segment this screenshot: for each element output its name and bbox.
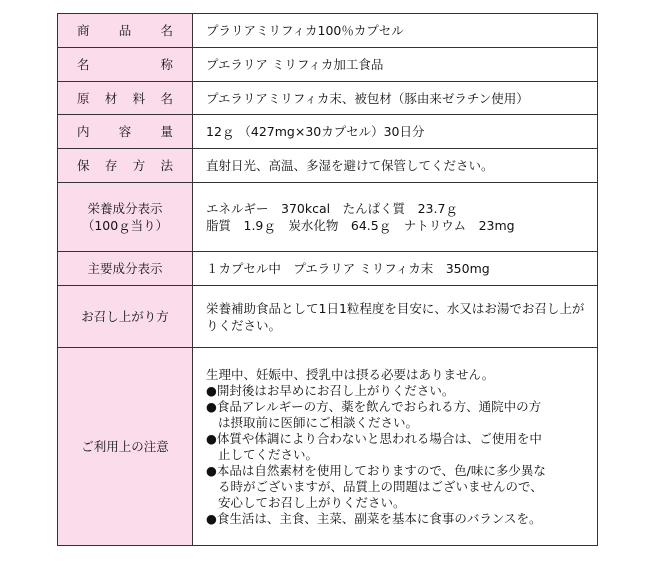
label-cell: [58, 252, 193, 286]
value-cell: [193, 48, 598, 82]
table-row-cautions: [58, 348, 598, 546]
row-value: １カプセル中 プエラリア ミリフィカ末 350mg: [206, 261, 490, 276]
value-cell: [193, 149, 598, 183]
nutrition-line: エネルギー 370kcal たんぱく質 23.7ｇ: [206, 201, 458, 216]
caution-line: 生理中、妊娠中、授乳中は摂る必要はありません。: [206, 366, 495, 382]
row-value: 12ｇ （427mg×30カプセル）30日分: [206, 124, 425, 139]
caution-line: は摂取前に医師にご相談ください。: [218, 414, 419, 430]
table-row-ingredients: [58, 82, 598, 115]
value-cell: [193, 115, 598, 149]
row-label: 原材料名: [77, 90, 173, 106]
label-cell: [58, 48, 193, 82]
caution-line: ●食生活は、主食、主菜、副菜を基本に食事のバランスを。: [206, 510, 542, 526]
table-row-storage: [58, 149, 598, 183]
caution-line: る時がございますが、品質上の問題はございませんので、: [218, 478, 543, 494]
value-cell: [193, 252, 598, 286]
caution-line: 安心してお召し上がりください。: [218, 494, 406, 510]
table-row-product-name: [58, 14, 598, 48]
label-cell: [58, 348, 193, 546]
value-cell: [193, 82, 598, 115]
label-cell: [58, 149, 193, 183]
table-row-directions: [58, 286, 598, 348]
row-value: プエラリアミリフィカ末、被包材（豚由来ゼラチン使用）: [206, 90, 529, 106]
caution-line: ●開封後はお早めにお召し上がりください。: [206, 382, 455, 398]
row-label: 保存方法: [77, 158, 173, 173]
nutrition-line: 脂質 1.9ｇ 炭水化物 64.5ｇ ナトリウム 23mg: [206, 218, 515, 233]
table-row-main-ingredient: [58, 252, 598, 286]
nutrition-label: 栄養成分表示: [87, 201, 163, 216]
row-value: プエラリア ミリフィカ加工食品: [206, 57, 384, 72]
caution-line: ●体質や体調により合わないと思われる場合は、ご使用を中: [206, 430, 542, 446]
label-cell: [58, 14, 193, 48]
table-row-nutrition: [58, 183, 598, 252]
value-cell: [193, 183, 598, 252]
label-cell: [58, 115, 193, 149]
row-label: 内容量: [77, 124, 173, 139]
nutrition-label-unit: （100ｇ当り）: [81, 218, 169, 233]
row-label: 名称: [77, 57, 173, 72]
label-cell: [58, 82, 193, 115]
row-label: 商品名: [77, 23, 173, 38]
table-row-contents: [58, 115, 598, 149]
product-spec-table: [57, 13, 598, 546]
table-row-name: [58, 48, 598, 82]
caution-line: 止してください。: [218, 446, 319, 462]
row-value: プラリアミリフィカ100％カプセル: [206, 23, 404, 38]
value-cell: [193, 14, 598, 48]
row-value: 栄養補助食品として1日1粒程度を目安に、水又はお湯でお召し上がりください。: [206, 300, 585, 333]
row-label: 主要成分表示: [87, 261, 163, 276]
row-label: お召し上がり方: [81, 309, 169, 324]
label-cell: [58, 183, 193, 252]
value-cell: [193, 348, 598, 546]
caution-line: ●本品は自然素材を使用しておりますので、色/味に多少異な: [206, 462, 546, 478]
label-cell: [58, 286, 193, 348]
caution-line: ●食品アレルギーの方、薬を飲んでおられる方、通院中の方: [206, 398, 542, 414]
row-value: 直射日光、高温、多湿を避けて保管してください。: [206, 158, 494, 173]
row-label: ご利用上の注意: [81, 439, 169, 454]
value-cell: [193, 286, 598, 348]
